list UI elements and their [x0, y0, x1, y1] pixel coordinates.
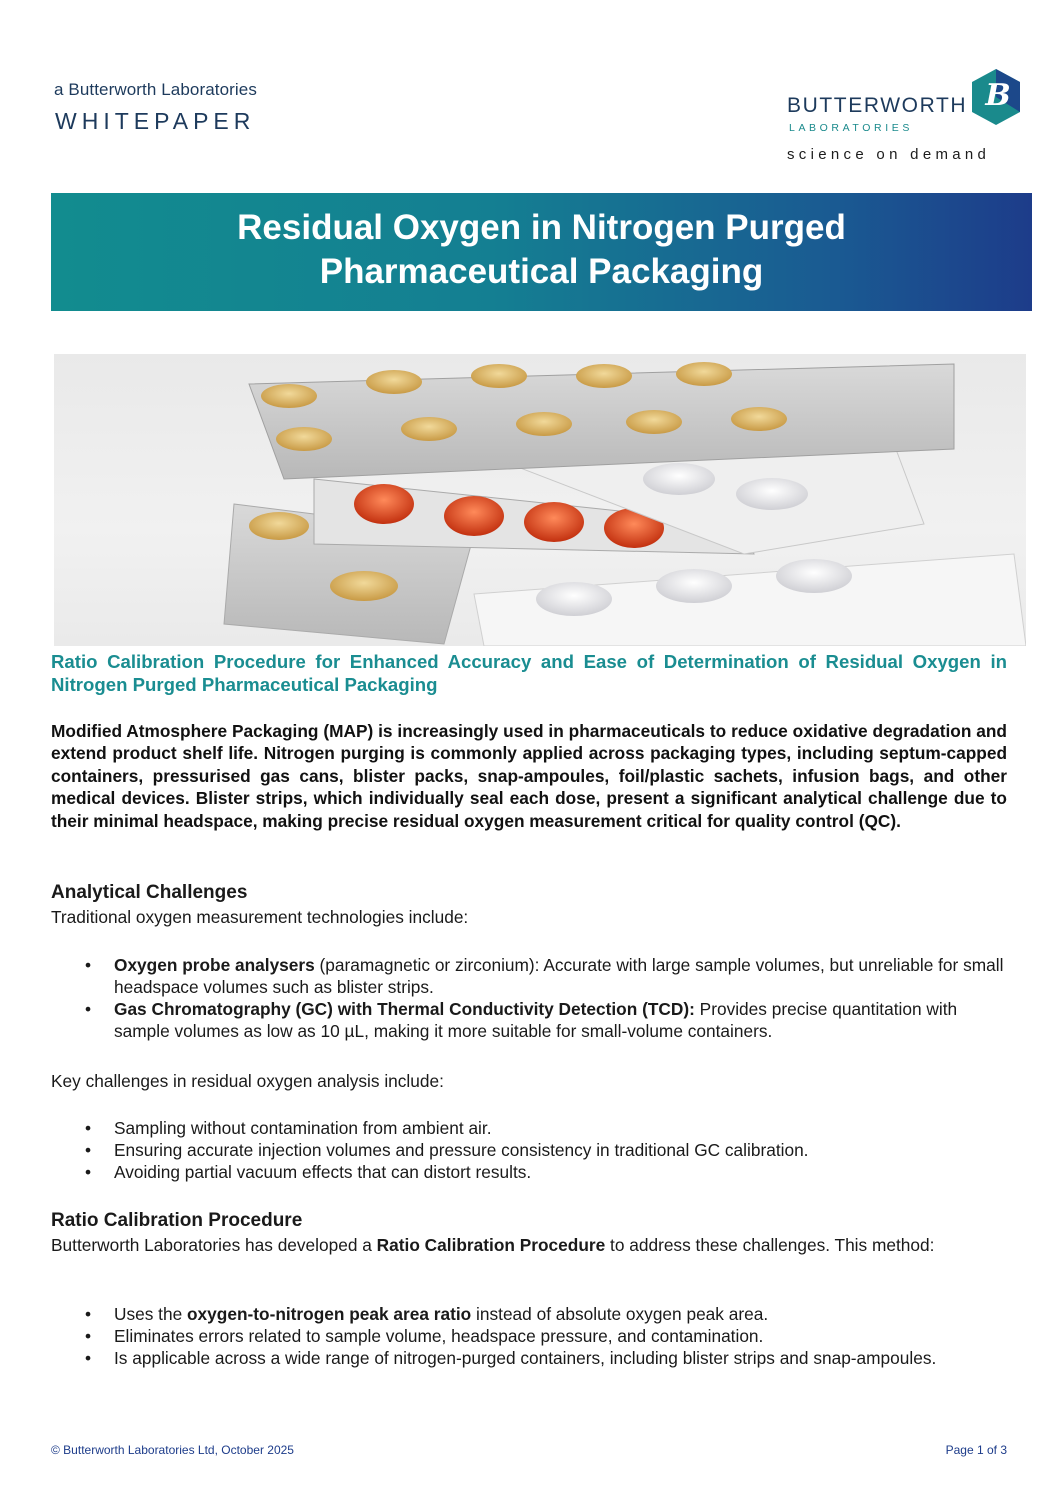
list-item	[51, 1303, 951, 1325]
logo-wordmark: BUTTERWORTH	[787, 94, 968, 117]
bullet-icon: •	[85, 1326, 92, 1346]
list-item	[51, 954, 1007, 998]
ratio-lead-text: Butterworth Laboratories has developed a	[51, 1235, 377, 1255]
list-item-text: Is applicable across a wide range of nitrogen-purged containers, including blister strips and snap-ampoules.	[114, 1348, 937, 1368]
analytical-lead: Traditional oxygen measurement technologies include:	[51, 907, 469, 927]
list-item-text: Uses the	[114, 1304, 187, 1324]
bullet-icon: •	[85, 1162, 92, 1182]
list-item	[51, 998, 1007, 1042]
page-title	[51, 206, 1032, 294]
list-item	[51, 1325, 951, 1347]
bullet-icon: •	[85, 1140, 92, 1160]
list-item-text: instead of absolute oxygen peak area.	[471, 1304, 769, 1324]
list-item	[51, 1117, 1007, 1139]
subtitle: Ratio Calibration Procedure for Enhanced Accuracy and Ease of Determination of Residual Oxygen in Nitrogen Purged Pharmaceutical Packaging	[51, 651, 1007, 695]
whitepaper-kicker: a Butterworth Laboratories	[54, 80, 257, 99]
list-item-bold: oxygen-to-nitrogen peak area ratio	[187, 1304, 472, 1324]
title-line-2: Pharmaceutical Packaging	[319, 252, 764, 291]
list-item	[51, 1139, 1007, 1161]
key-challenges-list	[51, 1117, 1007, 1183]
footer-page-number: Page 1 of 3	[945, 1443, 1007, 1457]
blister-pack-illustration	[54, 354, 1026, 646]
list-item-text: Sampling without contamination from ambient air.	[114, 1118, 492, 1138]
ratio-method-list	[51, 1303, 951, 1369]
section-heading-ratio: Ratio Calibration Procedure	[51, 1210, 303, 1231]
list-item-text: Provides precise quantitation with sample volumes as low as 10 µL, making it more suitable for small-volume containers.	[114, 999, 958, 1041]
list-item-bold: Gas Chromatography (GC) with Thermal Conductivity Detection (TCD):	[114, 999, 695, 1019]
title-banner	[51, 193, 1032, 311]
bullet-icon: •	[85, 955, 92, 975]
list-item	[51, 1347, 951, 1369]
blister-pack-photo	[54, 354, 1026, 646]
list-item-bold: Oxygen probe analysers	[114, 955, 315, 975]
title-line-1: Residual Oxygen in Nitrogen Purged	[237, 208, 846, 247]
logo-mark-letter: B	[985, 78, 1011, 113]
ratio-lead	[51, 1234, 991, 1256]
measurement-tech-list	[51, 954, 1007, 1042]
list-item-text: Ensuring accurate injection volumes and pressure consistency in traditional GC calibration.	[114, 1140, 809, 1160]
footer-copyright: © Butterworth Laboratories Ltd, October 2025	[51, 1443, 294, 1457]
whitepaper-label: WHITEPAPER	[55, 108, 256, 134]
list-item	[51, 1161, 1007, 1183]
list-item-text: Eliminates errors related to sample volume, headspace pressure, and contamination.	[114, 1326, 764, 1346]
bullet-icon: •	[85, 1118, 92, 1138]
bullet-icon: •	[85, 999, 92, 1019]
logo-subtitle: LABORATORIES	[789, 122, 913, 134]
ratio-lead-text-end: to address these challenges. This method:	[605, 1235, 935, 1255]
bullet-icon: •	[85, 1348, 92, 1368]
list-item-text: Avoiding partial vacuum effects that can distort results.	[114, 1162, 532, 1182]
logo-tagline: science on demand	[787, 146, 991, 163]
ratio-lead-bold: Ratio Calibration Procedure	[376, 1235, 606, 1255]
list-item-text: (paramagnetic or zirconium): Accurate with large sample volumes, but unreliable for small headspace volumes such as blister strips.	[114, 955, 1004, 997]
key-challenges-lead: Key challenges in residual oxygen analysis include:	[51, 1071, 444, 1091]
intro-paragraph: Modified Atmosphere Packaging (MAP) is increasingly used in pharmaceuticals to reduce oxidative degradation and extend product shelf life. Nitrogen purging is commonly applied across packaging types, including septum-capped containers, pressurised gas cans, blister packs, snap-ampoules, foil/plastic sachets, infusion bags, and other medical devices. Blister strips, which individually seal each dose, present a significant analytical challenge due to their minimal headspace, making precise residual oxygen measurement critical for quality control (QC).	[51, 721, 1007, 831]
section-heading-analytical: Analytical Challenges	[51, 882, 248, 903]
bullet-icon: •	[85, 1304, 92, 1324]
logo-hexagon-icon	[968, 67, 1024, 127]
